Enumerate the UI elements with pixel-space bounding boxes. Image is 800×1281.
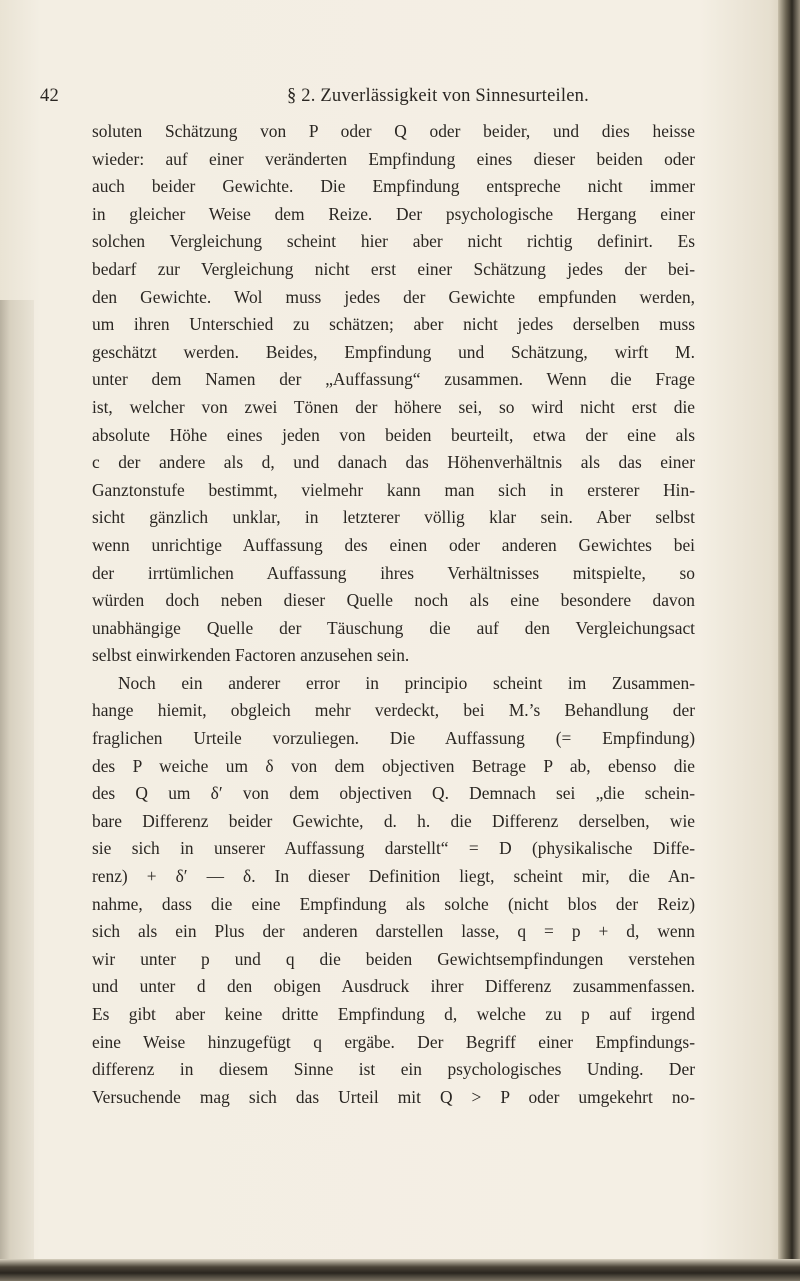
text-line: Noch ein anderer error in principio scheint im Zusammen-: [118, 672, 695, 693]
text-line: sie sich in unserer Auffassung darstellt“ = D (physikalische Diffe-: [92, 838, 695, 859]
text-line: absolute Höhe eines jeden von beiden beurteilt, etwa der eine als: [92, 424, 695, 445]
text-line: wir unter p und q die beiden Gewichtsempfindungen verstehen: [92, 948, 695, 969]
text-line: eine Weise hinzugefügt q ergäbe. Der Begriff einer Empfindungs-: [92, 1031, 695, 1052]
text-line: sicht gänzlich unklar, in letzterer völlig klar sein. Aber selbst: [92, 507, 695, 528]
text-line: unter dem Namen der „Auffassung“ zusammen. Wenn die Frage: [92, 369, 695, 390]
text-line: wieder: auf einer veränderten Empfindung eines dieser beiden oder: [92, 148, 695, 169]
text-line: selbst einwirkenden Factoren anzusehen sein.: [92, 645, 410, 666]
text-line: nahme, dass die eine Empfindung als solche (nicht blos der Reiz): [92, 893, 695, 914]
text-line: unabhängige Quelle der Täuschung die auf den Vergleichungsact: [92, 617, 695, 638]
text-line: des Q um δ′ von dem objectiven Q. Demnach sei „die schein-: [92, 783, 695, 804]
text-line: bare Differenz beider Gewichte, d. h. die Differenz derselben, wie: [92, 810, 695, 831]
page-shadow-left: [0, 300, 34, 1260]
page-header: [40, 86, 760, 110]
text-line: ist, welcher von zwei Tönen der höhere sei, so wird nicht erst die: [92, 396, 695, 417]
text-line: sich als ein Plus der anderen darstellen lasse, q = p + d, wenn: [92, 921, 695, 942]
text-line: Versuchende mag sich das Urteil mit Q > P oder umgekehrt no-: [92, 1086, 695, 1107]
text-line: würden doch neben dieser Quelle noch als eine besondere davon: [92, 590, 695, 611]
text-line: hange hiemit, obgleich mehr verdeckt, bei M.’s Behandlung der: [92, 700, 695, 721]
text-line: renz) + δ′ — δ. In dieser Definition liegt, scheint mir, die An-: [92, 866, 695, 887]
running-head: § 2. Zuverlässigkeit von Sinnesurteilen.: [287, 86, 589, 106]
text-line: Ganztonstufe bestimmt, vielmehr kann man sich in ersterer Hin-: [92, 479, 695, 500]
text-line: Es gibt aber keine dritte Empfindung d, welche zu p auf irgend: [92, 1004, 695, 1024]
body-text: [92, 118, 695, 1111]
text-line: soluten Schätzung von P oder Q oder beider, und dies heisse: [92, 121, 695, 141]
text-line: differenz in diesem Sinne ist ein psychologisches Unding. Der: [92, 1059, 695, 1080]
book-edge-bottom: [0, 1259, 800, 1281]
text-line: bedarf zur Vergleichung nicht erst einer Schätzung jedes der bei-: [92, 258, 695, 279]
text-line: und unter d den obigen Ausdruck ihrer Differenz zusammenfassen.: [92, 976, 695, 997]
text-line: um ihren Unterschied zu schätzen; aber nicht jedes derselben muss: [92, 314, 695, 335]
text-line: den Gewichte. Wol muss jedes der Gewichte empfunden werden,: [92, 286, 695, 307]
text-line: c der andere als d, und danach das Höhenverhältnis als das einer: [92, 452, 695, 473]
text-line: geschätzt werden. Beides, Empfindung und Schätzung, wirft M.: [92, 341, 695, 362]
text-line: fraglichen Urteile vorzuliegen. Die Auffassung (= Empfindung): [92, 728, 695, 749]
text-line: wenn unrichtige Auffassung des einen oder anderen Gewichtes bei: [92, 534, 695, 555]
text-line: der irrtümlichen Auffassung ihres Verhältnisses mitspielte, so: [92, 562, 695, 583]
book-edge-right: [778, 0, 800, 1281]
text-line: solchen Vergleichung scheint hier aber nicht richtig definirt. Es: [92, 231, 695, 252]
page-number: 42: [40, 86, 59, 106]
text-line: auch beider Gewichte. Die Empfindung entspreche nicht immer: [92, 176, 695, 197]
text-line: in gleicher Weise dem Reize. Der psychologische Hergang einer: [92, 203, 695, 224]
text-line: des P weiche um δ von dem objectiven Betrage P ab, ebenso die: [92, 755, 695, 776]
